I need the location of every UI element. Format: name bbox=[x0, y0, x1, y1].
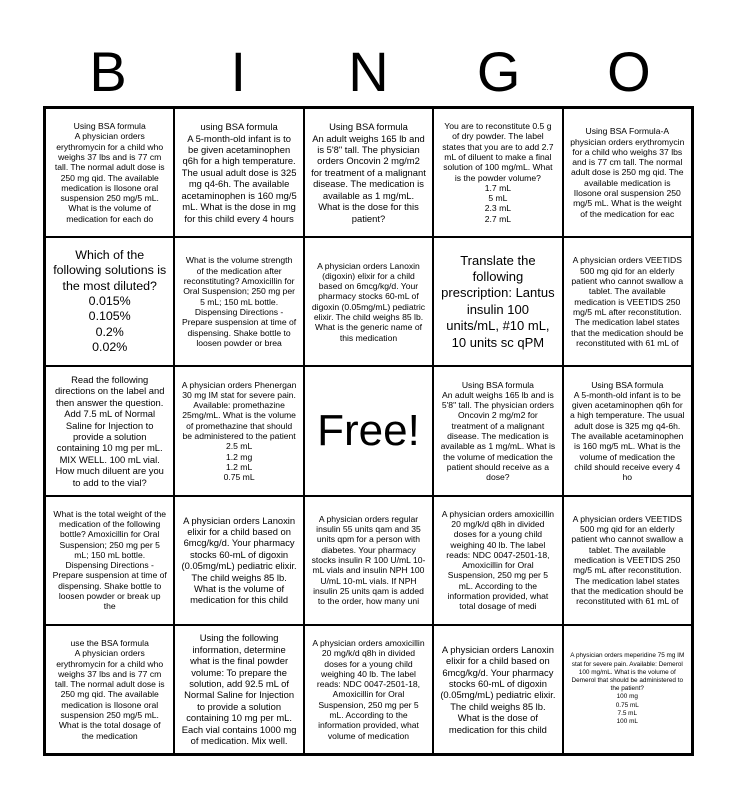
bingo-cell bbox=[174, 496, 303, 625]
header-letter-o: O bbox=[607, 40, 651, 103]
cell-text: Read the following directions on the label and then answer the question. Add 7.5 mL of Normal Saline for Injection to provide a solution containing 10 mg per mL. MIX WELL. 100 mL vial. How much diluent are you to add to the vial? bbox=[54, 373, 165, 488]
bingo-cell bbox=[433, 108, 562, 237]
cell-text: A physician orders Lanoxin elixir for a child based on 6mcg/kg/d. Your pharmacy stocks 60-mL of digoxin (0.05mg/mL) pediatric elixir. The child weighs 85 lb. What is the volume of medication for this child bbox=[181, 514, 297, 606]
bingo-cell bbox=[433, 496, 562, 625]
cell-text: What is the volume strength of the medication after reconstituting? Amoxicillin for Oral Suspension; 250 mg per 5 mL; 150 mL bottle. Dispensing Directions - Prepare suspension at time of dispensing. Shake bottle to loosen powder or brea bbox=[182, 255, 297, 348]
cell-text: A physician orders Phenergan 30 mg IM stat for severe pain. Available: promethazine 25mg/mL. What is the volume of promethazine that should be administered to the patient 2.5 mL 1.2 mg 1.2 mL 0.75 mL bbox=[181, 379, 297, 483]
cell-text: Translate the following prescription: Lantus insulin 100 units/mL, #10 mL, 10 units sc qPM bbox=[441, 252, 555, 350]
bingo-cell bbox=[174, 108, 303, 237]
bingo-cell bbox=[563, 366, 692, 495]
bingo-header bbox=[43, 40, 694, 104]
bingo-cell bbox=[563, 108, 692, 237]
cell-text: use the BSA formula A physician orders erythromycin for a child who weighs 37 lbs and is 77 cm tall. The normal adult dose is 250 mg qid. The available medication is Ilosone oral suspension 250 mg/5 mL. What is the total dosage of the medication bbox=[54, 637, 165, 741]
cell-text: Using BSA Formula-A physician orders erythromycin for a child who weighs 37 lbs and is 77 cm tall. The normal adult dose is 250 mg qid. The available medication is Ilosone oral suspension 250 mg/5 mL. What is the weight of the medication for eac bbox=[570, 126, 685, 219]
bingo-cell bbox=[433, 366, 562, 495]
cell-text: Using BSA formula An adult weighs 165 lb and is 5'8" tall. The physician orders Oncovin 2 mg/m2 for treatment of a malignant disease. The medication is available as 1 mg/mL. What is the volume of medication the patient should receive as a dose? bbox=[440, 379, 556, 483]
header-letter-n: N bbox=[348, 40, 389, 103]
header-letter-i: I bbox=[230, 40, 247, 103]
cell-text: Using BSA formula An adult weighs 165 lb and is 5'8" tall. The physician orders Oncovin 2 mg/m2 for treatment of a malignant disease. The medication is available as 1 mg/mL. What is the dose for this patient? bbox=[311, 121, 426, 224]
bingo-cell bbox=[433, 625, 562, 754]
cell-text: What is the total weight of the medication of the following bottle? Amoxicillin for Oral Suspension; 250 mg per 5 mL; 150 mL bottle. Dispensing Directions - Prepare suspension at time of dispensing. Shake bottle to loosen powder or break up the bbox=[52, 508, 167, 612]
cell-text: Using BSA formula A physician orders erythromycin for a child who weighs 37 lbs and is 77 cm tall. The normal adult dose is 250 mg qid. The available medication is Ilosone oral suspension 250 mg/5 mL. What is the volume of medication for each do bbox=[54, 121, 165, 224]
header-letter-b: B bbox=[89, 40, 127, 103]
free-space-label: Free! bbox=[317, 405, 420, 455]
bingo-cell bbox=[45, 108, 174, 237]
cell-text: A physician orders amoxicillin 20 mg/k/d q8h in divided doses for a young child weighing 40 lb. The label reads: NDC 0047-2501-18, Amoxicillin for Oral Suspension, 250 mg per 5 mL. According to the information provided, what total dosage of medi bbox=[441, 508, 555, 612]
cell-text: Using BSA formula A 5-month-old infant is to be given acetaminophen q6h for a high temperature. The usual adult dose is 325 mg q4-6h. The available acetaminophen is 160 mg/5 mL. What is the volume of medication the child should receive every 4 ho bbox=[570, 379, 685, 483]
bingo-cell bbox=[174, 237, 303, 366]
header-letter-g: G bbox=[476, 40, 521, 103]
bingo-cell bbox=[433, 237, 562, 366]
cell-text: A physician orders VEETIDS 500 mg qid for an elderly patient who cannot swallow a tablet. The available medication is VEETIDS 250 mg/5 mL after reconstitution. The medication label states that the medication should be reconstituted with 61 mL of bbox=[571, 513, 684, 607]
cell-text: A physician orders amoxicillin 20 mg/k/d q8h in divided doses for a young child weighing 40 lb. The label reads: NDC 0047-2501-18, Amoxicillin for Oral Suspension, 250 mg per 5 mL. According to the information provided, what volume of medication bbox=[312, 637, 425, 741]
bingo-cell bbox=[304, 108, 433, 237]
bingo-cell bbox=[563, 237, 692, 366]
cell-text: Using the following information, determine what is the final powder volume: To prepare the solution, add 92.5 mL of Normal Saline for Injection to provide a solution containing 10 mg per mL. Each vial contains 1000 mg of medication. Mix well. bbox=[181, 632, 297, 747]
bingo-cell bbox=[174, 366, 303, 495]
cell-text: You are to reconstitute 0.5 g of dry powder. The label states that you are to add 2.7 mL of diluent to make a final solution of 100 mg/mL. What is the powder volume? 1.7 mL 5 mL 2.3 mL 2.7 mL bbox=[442, 121, 554, 224]
bingo-cell bbox=[45, 366, 174, 495]
bingo-cell bbox=[45, 237, 174, 366]
bingo-cell bbox=[563, 496, 692, 625]
cell-text: A physician orders meperidine 75 mg IM stat for severe pain. Available: Demerol 100 mg/mL. What is the volume of Demerol that should be administered to the patient? 100 mg 0.75 mL 7.5 mL 100 mL bbox=[570, 652, 685, 726]
cell-text: A physician orders regular insulin 55 units qam and 35 units qpm for a person with diabetes. Your pharmacy stocks insulin R 100 U/mL 10-mL vials and insulin NPH 100 U/mL 10-mL vials. If NPH insulin 25 units qam is added to the order, how many uni bbox=[311, 513, 426, 607]
bingo-cell bbox=[563, 625, 692, 754]
cell-text: using BSA formula A 5-month-old infant is to be given acetaminophen q6h for a high temperature. The usual adult dose is 325 mg q4-6h. The available acetaminophen is 160 mg/5 mL. What is the dose in mg for this child every 4 hours bbox=[181, 121, 297, 224]
cell-text: A physician orders Lanoxin elixir for a child based on 6mcg/kg/d. Your pharmacy stocks 60-mL of digoxin (0.05mg/mL) pediatric elixir. The child weighs 85 lb. What is the dose of medication for this child bbox=[440, 643, 556, 735]
cell-text: A physician orders VEETIDS 500 mg qid for an elderly patient who cannot swallow a tablet. The available medication is VEETIDS 250 mg/5 mL after reconstitution. The medication label states that the medication should be reconstituted with 61 mL of bbox=[571, 255, 684, 348]
cell-text: A physician orders Lanoxin (digoxin) elixir for a child based on 6mcg/kg/d. Your pharmacy stocks 60-mL of digoxin (0.05mg/mL) pediatric elixir. The child weighs 85 lb. What is the generic name of this medication bbox=[311, 260, 426, 343]
bingo-cell bbox=[174, 625, 303, 754]
free-space bbox=[304, 366, 433, 495]
bingo-cell bbox=[304, 237, 433, 366]
bingo-cell bbox=[304, 625, 433, 754]
cell-text: Which of the following solutions is the most diluted? 0.015% 0.105% 0.2% 0.02% bbox=[53, 247, 167, 355]
bingo-card bbox=[43, 106, 694, 756]
bingo-cell bbox=[45, 625, 174, 754]
bingo-cell bbox=[304, 496, 433, 625]
bingo-cell bbox=[45, 496, 174, 625]
